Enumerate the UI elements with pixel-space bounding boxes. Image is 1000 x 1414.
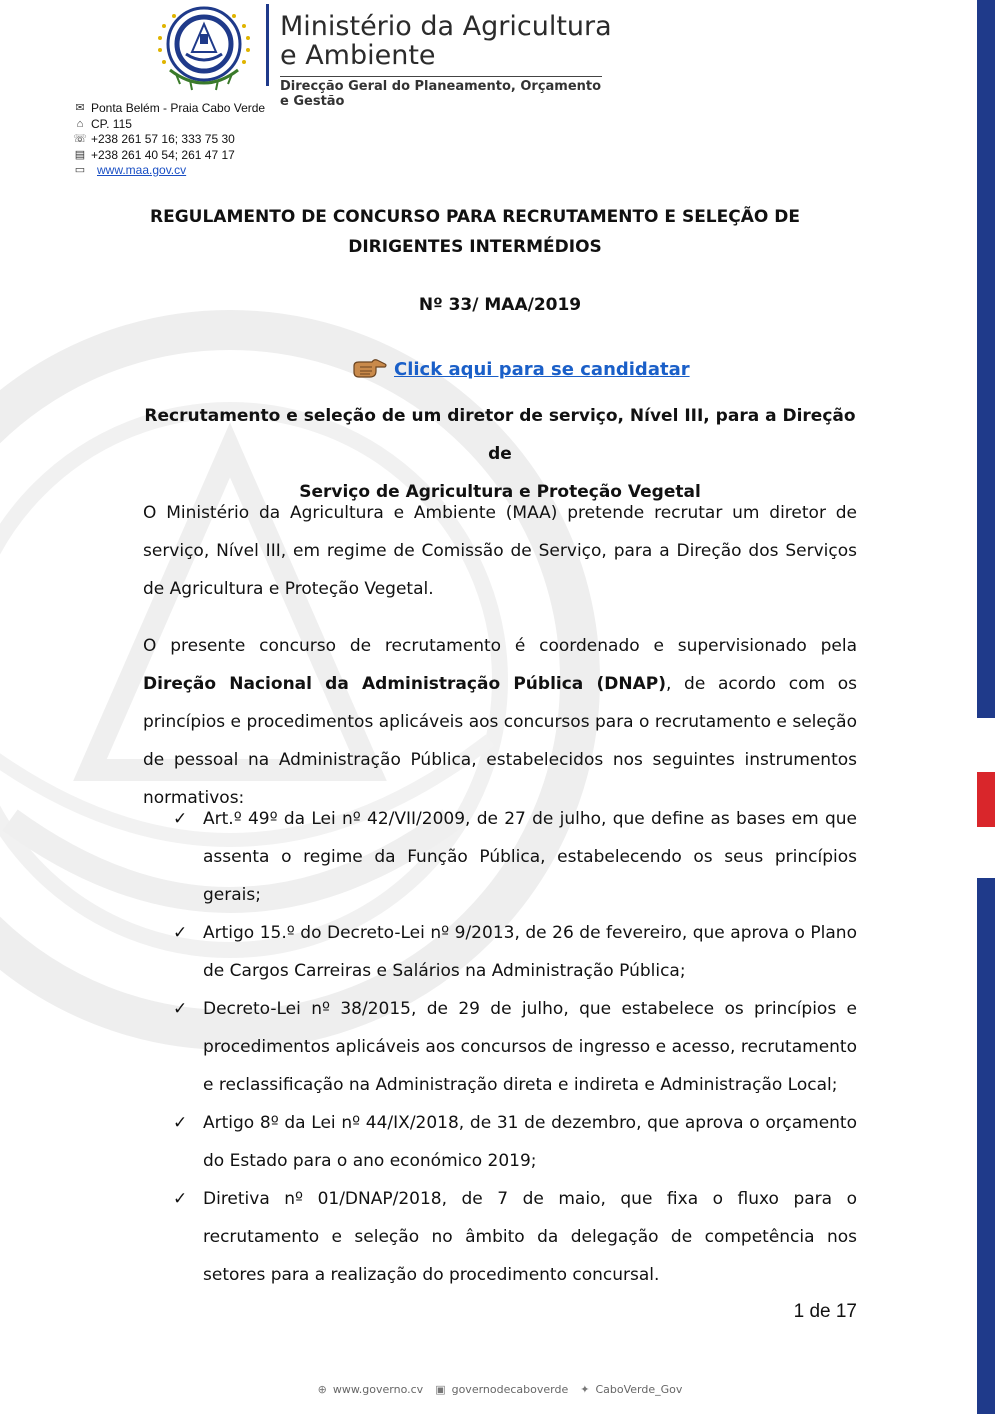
website-link[interactable]: www.maa.gov.cv	[97, 163, 187, 177]
checkmark-icon: ✓	[173, 1189, 188, 1209]
twitter-icon: ✦	[580, 1383, 590, 1396]
edge-stripe-blue-bottom	[977, 878, 995, 1414]
contact-fax-text: +238 261 40 54; 261 47 17	[91, 147, 235, 162]
contact-po-box	[72, 117, 265, 133]
ministry-name-line2: e Ambiente	[280, 40, 436, 71]
legal-instruments-list	[143, 800, 857, 1294]
intro-paragraph: O Ministério da Agricultura e Ambiente (MAA) pretende recrutar um diretor de serviço, Nível III, em regime de Comissão de Serviço, para a Direção dos Serviços de Agricultura e Proteção Vegetal.	[143, 503, 857, 599]
header-divider	[266, 4, 269, 86]
document-number: Nº 33/ MAA/2019	[418, 295, 582, 315]
directorate-name: Direcção Geral do Planeamento, Orçamento e Gestão	[280, 76, 602, 109]
list-item-text: Artigo 15.º do Decreto-Lei nº 9/2013, de 26 de fevereiro, que aprova o Plano de Cargos Carreiras e Salários na Administração Pública;	[203, 923, 857, 981]
ministry-name	[280, 12, 612, 70]
apply-link-row	[352, 358, 690, 380]
position-subtitle-line2: Serviço de Agricultura e Proteção Vegetal	[299, 482, 701, 502]
envelope-icon: ✉	[75, 102, 85, 114]
coordination-text-start: O presente concurso de recrutamento é coordenado e supervisionado pela	[143, 636, 857, 656]
coordination-paragraph	[143, 627, 857, 817]
contact-phone	[72, 132, 265, 148]
coordination-text-bold: Direção Nacional da Administração Pública (DNAP)	[143, 674, 666, 694]
footer-facebook[interactable]: governodecaboverde	[451, 1383, 569, 1396]
checkmark-icon: ✓	[173, 923, 188, 943]
facebook-icon: ▣	[435, 1383, 446, 1396]
contact-po-box-text: CP. 115	[91, 116, 132, 131]
checkmark-icon: ✓	[173, 999, 188, 1019]
list-item	[143, 914, 857, 990]
pointing-hand-icon	[352, 358, 388, 380]
globe-icon: ⊕	[317, 1383, 327, 1396]
fax-icon: ▤	[74, 148, 86, 161]
position-subtitle-line1: Recrutamento e seleção de um diretor de serviço, Nível III, para a Direção de	[144, 406, 856, 464]
contact-website	[72, 163, 265, 179]
edge-stripe-red	[977, 772, 995, 827]
contact-address	[72, 101, 265, 117]
footer	[0, 1383, 1000, 1396]
list-item-text: Diretiva nº 01/DNAP/2018, de 7 de maio, que fixa o fluxo para o recrutamento e seleção no âmbito da delegação de competência nos setores para a realização do procedimento concursal.	[203, 1189, 857, 1285]
list-item	[143, 1180, 857, 1294]
ministry-name-line1: Ministério da Agricultura	[280, 11, 612, 42]
national-seal-logo	[150, 4, 258, 94]
contact-fax	[72, 148, 265, 164]
footer-twitter[interactable]: CaboVerde_Gov	[595, 1383, 683, 1396]
edge-stripe-blue-top	[977, 0, 995, 718]
footer-website[interactable]: www.governo.cv	[332, 1383, 424, 1396]
checkmark-icon: ✓	[173, 809, 188, 829]
list-item-text: Artigo 8º da Lei nº 44/IX/2018, de 31 de dezembro, que aprova o orçamento do Estado para o ano económico 2019;	[203, 1113, 857, 1171]
computer-icon: ▭	[74, 164, 86, 176]
page-number: 1 de 17	[793, 1301, 857, 1322]
mailbox-icon: ⌂	[76, 117, 84, 130]
contact-phone-text: +238 261 57 16; 333 75 30	[91, 132, 235, 146]
list-item	[143, 800, 857, 914]
list-item-text: Decreto-Lei nº 38/2015, de 29 de julho, que estabelece os princípios e procedimentos aplicáveis aos concursos de ingresso e acesso, recrutamento e reclassificação na Administração direta e indireta e Administração Local;	[203, 999, 857, 1095]
contact-address-text: Ponta Belém - Praia Cabo Verde	[91, 101, 266, 115]
document-title-line2: DIRIGENTES INTERMÉDIOS	[348, 237, 602, 257]
document-title-line1: REGULAMENTO DE CONCURSO PARA RECRUTAMENTO E SELEÇÃO DE	[150, 207, 800, 227]
apply-link[interactable]: Click aqui para se candidatar	[394, 358, 690, 380]
phone-icon: ☏	[73, 133, 87, 145]
list-item	[143, 1104, 857, 1180]
list-item	[143, 990, 857, 1104]
list-item-text: Art.º 49º da Lei nº 42/VII/2009, de 27 de julho, que define as bases em que assenta o regime da Função Pública, estabelecendo os seus princípios gerais;	[203, 809, 857, 905]
contact-block	[72, 101, 265, 179]
coordination-text-end: , de acordo com os princípios e procedimentos aplicáveis aos concursos para o recrutamento e seleção de pessoal na Administração Pública, estabelecidos nos seguintes instrumentos normativos:	[143, 674, 857, 808]
checkmark-icon: ✓	[173, 1113, 188, 1133]
document-title	[100, 202, 850, 262]
